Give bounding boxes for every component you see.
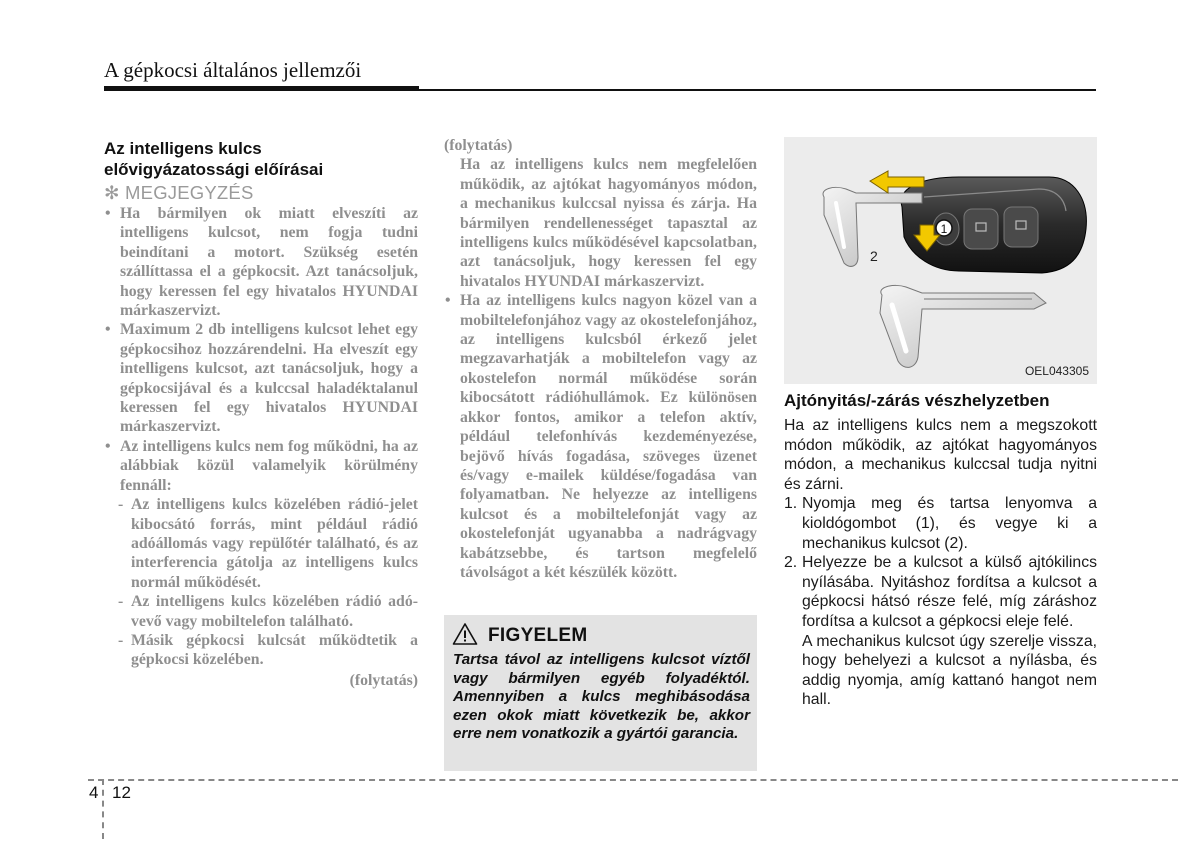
emergency-heading: Ajtónyitás/-zárás vészhelyzetben — [784, 391, 1050, 410]
step-extra-paragraph: A mechanikus kulcsot úgy szerelje vissza, hogy behelyezi a kulcsot a nyílásba, és addig nyomja, amíg kattanó hangot nem hall. — [802, 632, 1097, 709]
note-title: ✻ MEGJEGYZÉS — [104, 182, 254, 203]
note-subitem: - Másik gépkocsi kulcsát működtetik a gépkocsi közelében. — [118, 631, 418, 669]
step-item — [784, 553, 1097, 631]
continued-top-label: (folytatás) — [444, 137, 513, 154]
note-bullet: • Ha bármilyen ok miatt elveszíti az intelligens kulcsot, nem fogja tudni beindítani a motort. Szükség esetén szállíttassa el a gépkocsit. Azt tanácsoljuk, hogy keressen fel egy hivatalos HYUNDAI márkaszervizt. — [104, 204, 418, 320]
column-right — [784, 390, 1097, 710]
warning-box — [444, 615, 757, 771]
step-text: Nyomja meg és tartsa lenyomva a kioldógombot (1), és vegye ki a mechanikus kulcsot (2). — [802, 495, 1097, 552]
warning-triangle-icon — [452, 622, 478, 651]
section-heading-line2: elővigyázatossági előírásai — [104, 160, 324, 179]
column-middle — [444, 136, 757, 582]
footer-rule — [88, 779, 1178, 781]
header-rule-thick — [104, 86, 419, 91]
step-text: Helyezze be a kulcsot a külső ajtókilincs nyílásába. Nyitáshoz fordítsa a kulcsot a gépkocsi hátsó része felé, míg záráshoz fordítsa a kulcsot a gépkocsi eleje felé. — [802, 554, 1097, 630]
step-number: 1. — [784, 495, 798, 513]
figure-label-2: 2 — [870, 248, 878, 264]
chapter-number: 4 — [89, 783, 99, 802]
section-heading-line1: Az intelligens kulcs — [104, 139, 262, 158]
page-header-title: A gépkocsi általános jellemzői — [104, 58, 362, 82]
emergency-intro: Ha az intelligens kulcs nem a megszokott módon működik, az ajtókat hagyományos módon, a mechanikus kulccsal tudja nyitni és zárni. — [784, 417, 1097, 493]
smart-key-figure — [784, 137, 1097, 384]
smart-key-illustration — [784, 137, 1097, 384]
step-number: 2. — [784, 554, 798, 572]
footer-vertical-rule — [102, 779, 104, 839]
note-subitem: - Az intelligens kulcs közelében rádió adó-vevő vagy mobiltelefon található. — [118, 593, 418, 630]
warning-title: FIGYELEM — [488, 625, 588, 646]
page-number: 12 — [112, 783, 131, 802]
continued-paragraph: Ha az intelligens kulcs nem megfelelően működik, az ajtókat hagyományos módon, a mechanikus kulccsal nyissa és zárja. Ha bármilyen rendellenességet tapasztal az intelligens kulcs működésével kapcsolatban, azt tanácsoljuk, hogy keressen fel egy hivatalos HYUNDAI márkaszervizt. — [460, 156, 757, 290]
header-rule-thin — [419, 89, 1096, 91]
note-subitem: - Az intelligens kulcs közelében rádió-jelet kibocsátó forrás, mint például rádió adóállomás vagy repülőtér található, és az interferencia gátolja az intelligens kulcs normál működését. — [118, 496, 418, 591]
figure-code: OEL043305 — [1024, 364, 1089, 378]
figure-label-1: 1 — [940, 222, 948, 236]
column-left — [104, 138, 418, 690]
warning-body: Tartsa távol az intelligens kulcsot víztől vagy bármilyen egyéb folyadéktól. Amennyiben a kulcs meghibásodása ezen okok miatt következik be, akkor erre nem vonatkozik a gyártói garancia. — [453, 651, 750, 743]
continued-label: (folytatás) — [349, 671, 418, 689]
note-bullet: • Maximum 2 db intelligens kulcsot lehet egy gépkocsihoz hozzárendelni. Ha elveszít egy intelligens kulcsot, azt tanácsoljuk, hogy a gépkocsijával és a kulccsal haladéktalanul keressen fel egy hivatalos HYUNDAI márkaszervizt. — [104, 320, 418, 436]
note-bullet: • Az intelligens kulcs nem fog működni, ha az alábbiak közül valamelyik körülmény fennáll: — [104, 437, 418, 495]
note-bullet: • Ha az intelligens kulcs nagyon közel van a mobiltelefonjához vagy az okostelefonjához, az intelligens kulcsból érkező jelet megzavarhatják a mobiltelefon vagy az okostelefon normál működése során kibocsátott rádióhullámok. Ez különösen akkor fontos, amikor a telefon aktív, például telefonhívás kezdeményezése, bejövő hívás fogadása, szöveges üzenet és/vagy e-mailek küldése/fogadása van folyamatban. Ne helyezze az intelligens kulcsot és a mobiltelefonját vagy az okostelefonját ugyanabba a nadrágvagy kabátzsebbe, és tartson megfelelő távolságot a két készülék között. — [444, 291, 757, 582]
step-item — [784, 494, 1097, 553]
